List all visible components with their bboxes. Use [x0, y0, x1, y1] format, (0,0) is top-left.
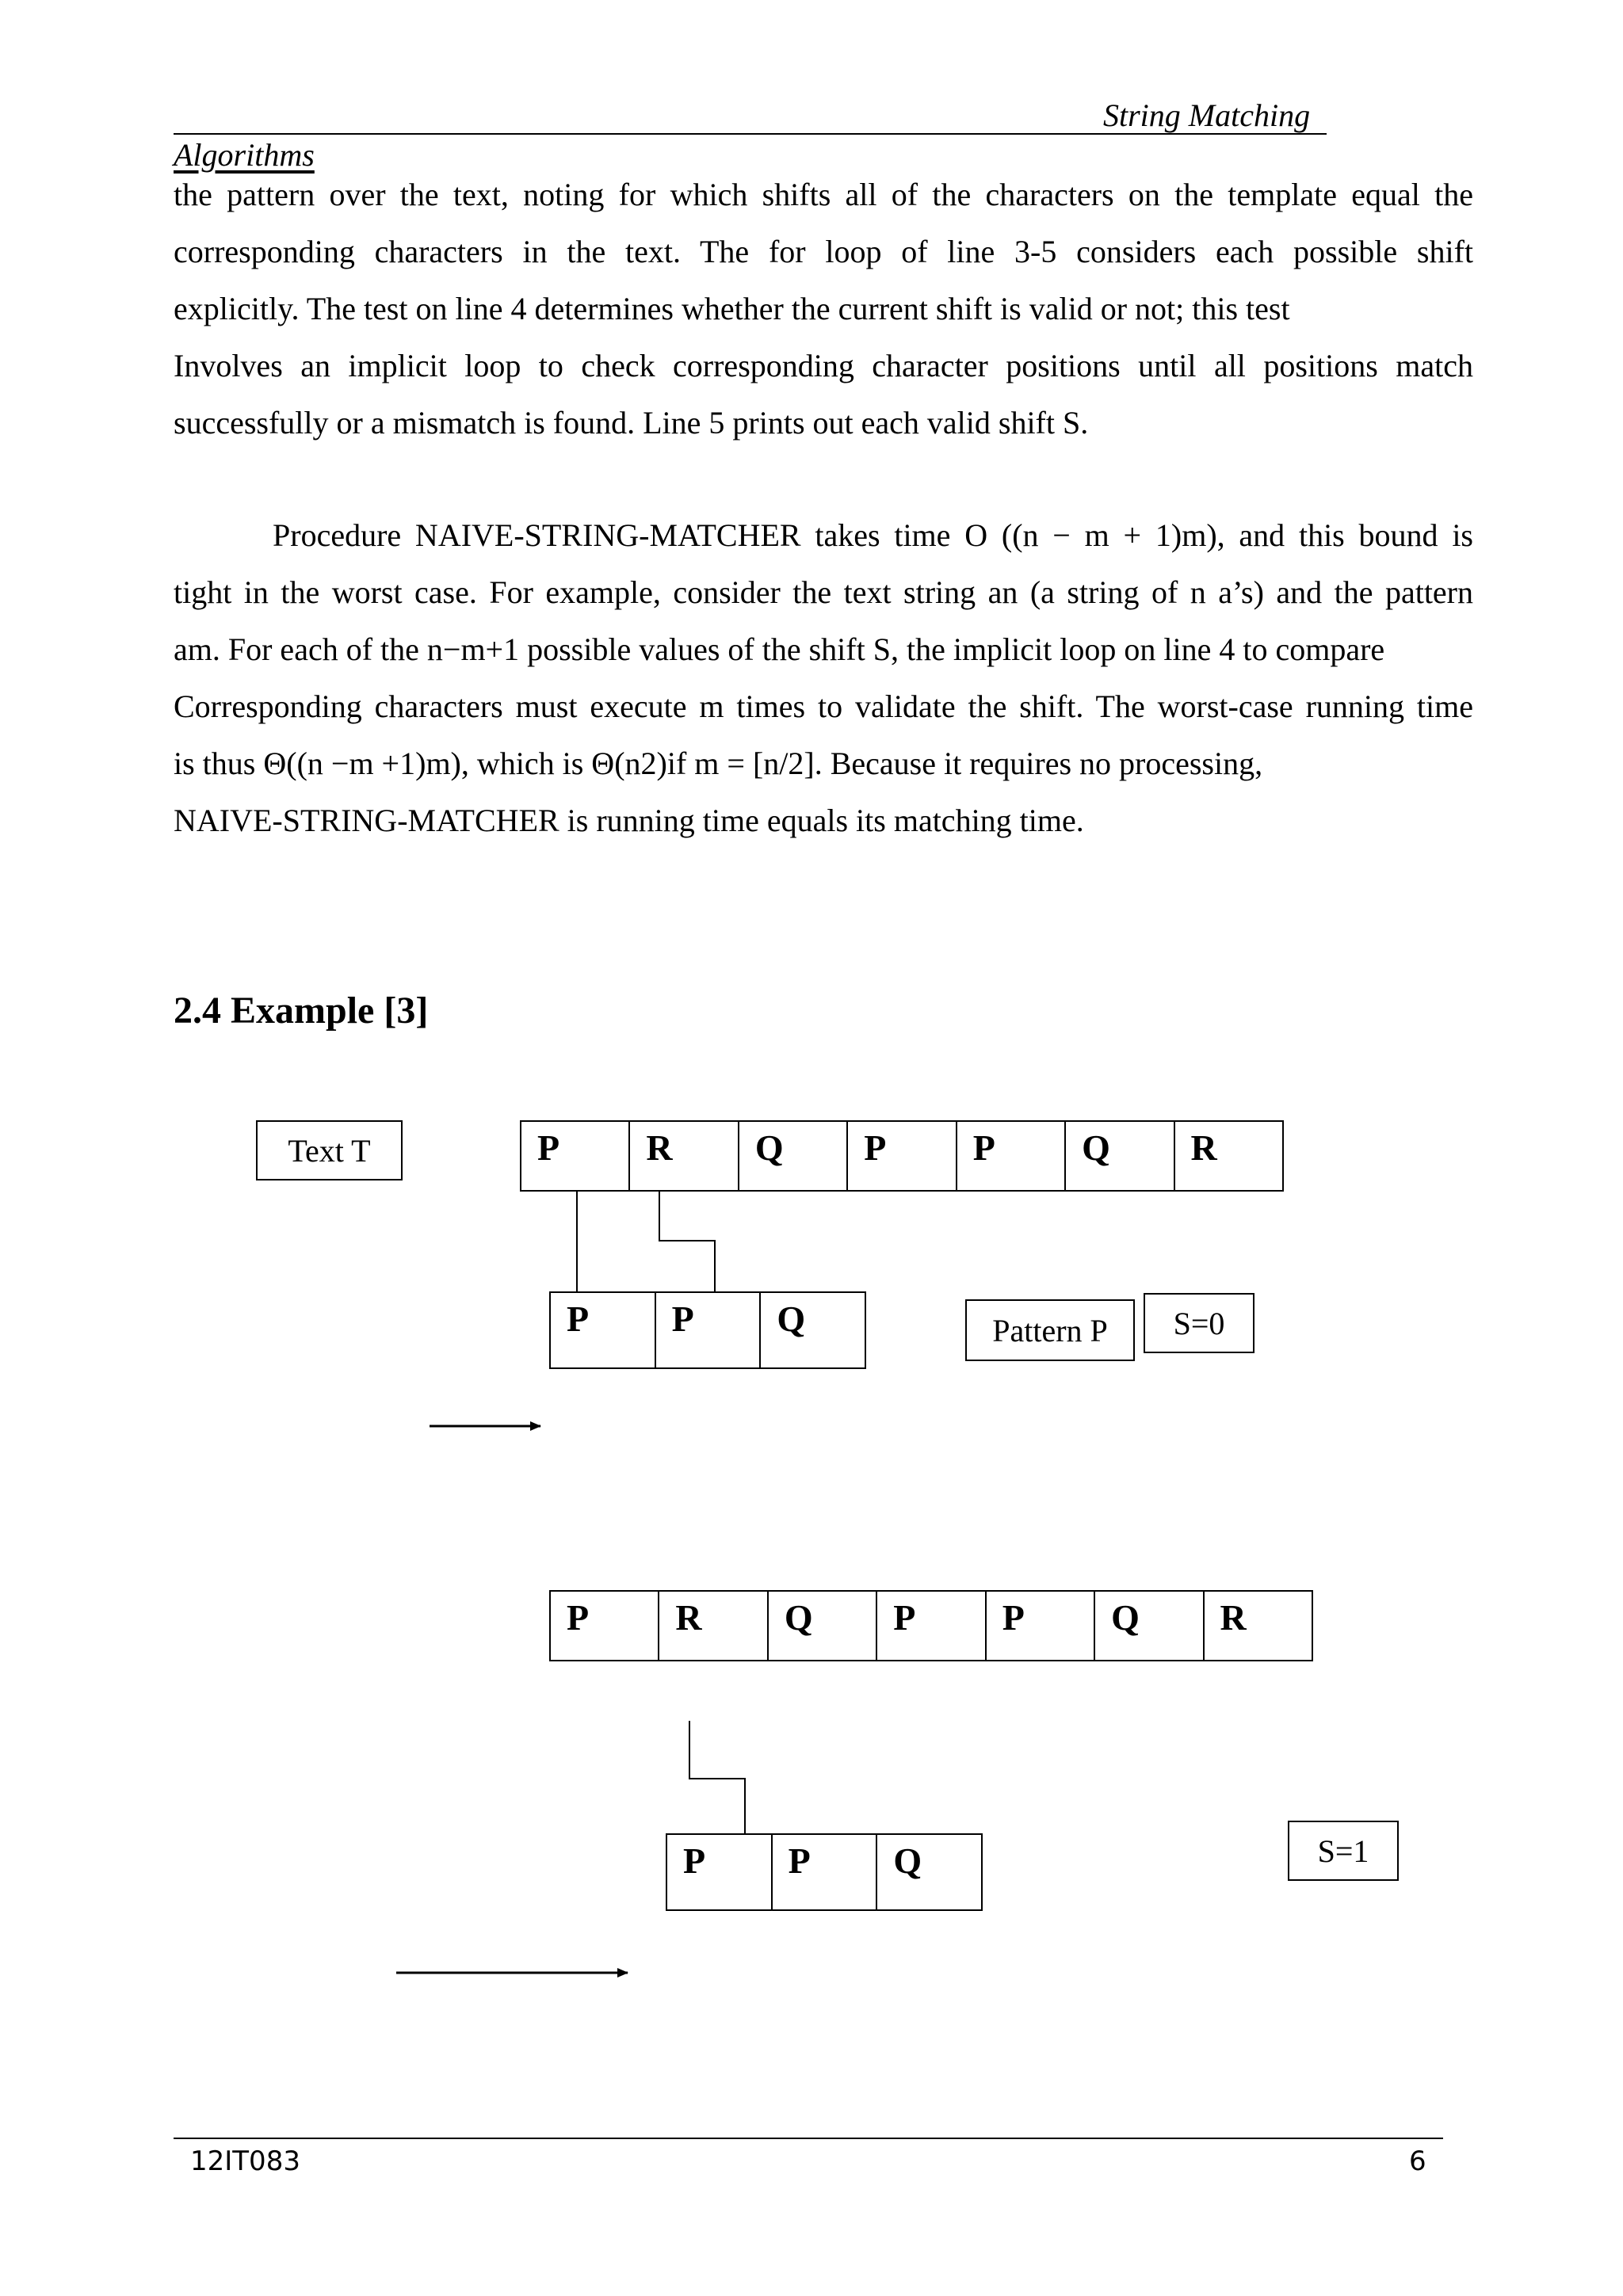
text-cell: Q — [769, 1592, 877, 1660]
text-line: NAIVE-STRING-MATCHER is running time equals its matching time. — [174, 803, 1084, 838]
page-number: 6 — [1409, 2145, 1426, 2177]
paragraph-running-time — [174, 507, 1473, 849]
text-line: successfully or a mismatch is found. Line 5 prints out each valid shift S. — [174, 405, 1089, 441]
text-cell: Q — [1095, 1592, 1204, 1660]
text-cell: P — [521, 1122, 630, 1190]
paragraph-naive-description — [174, 166, 1473, 452]
footer-rule — [174, 2138, 1443, 2139]
text-row-shift0 — [520, 1120, 1284, 1192]
text-t-label: Text T — [256, 1120, 403, 1180]
text-cell: P — [957, 1122, 1066, 1190]
shift1-label: S=1 — [1288, 1821, 1399, 1881]
header-rule — [174, 133, 1327, 135]
pattern-cell: P — [551, 1293, 656, 1367]
text-cell: Q — [1066, 1122, 1174, 1190]
shift0-label: S=0 — [1144, 1293, 1254, 1353]
footer-id: 12IT083 — [190, 2145, 300, 2177]
running-header-title: String Matching — [1103, 97, 1311, 133]
text-cell: R — [659, 1592, 768, 1660]
pattern-cell: P — [656, 1293, 762, 1367]
text-cell: Q — [739, 1122, 848, 1190]
text-line: am. For each of the n−m+1 possible values of the shift S, the implicit loop on line 4 to compare — [174, 631, 1385, 667]
text-line: Corresponding characters must execute m times to validate the shift. The worst-case running time — [174, 688, 1473, 724]
running-header-subtitle: Algorithms — [174, 137, 315, 173]
pattern-cell: Q — [777, 1299, 806, 1339]
text-cell: R — [1220, 1597, 1247, 1638]
pattern-cell: P — [773, 1835, 878, 1909]
pattern-cell: P — [667, 1835, 773, 1909]
pattern-row-shift0 — [549, 1291, 866, 1369]
pattern-p-label: Pattern P — [965, 1299, 1135, 1361]
text-row-shift1 — [549, 1590, 1313, 1661]
connector-line — [659, 1192, 715, 1291]
text-line: Involves an implicit loop to check corresponding character positions until all positions match — [174, 348, 1473, 383]
text-cell: R — [1190, 1127, 1217, 1168]
section-heading: 2.4 Example [3] — [174, 990, 429, 1032]
text-cell: P — [551, 1592, 659, 1660]
text-line: the pattern over the text, noting for which shifts all of the characters on the template equal the — [174, 177, 1473, 212]
text-line: is thus Θ((n −m +1)m), which is Θ(n2)if m = [n/2]. Because it requires no processing, — [174, 746, 1263, 781]
text-cell: P — [877, 1592, 986, 1660]
connector-line — [689, 1721, 745, 1833]
text-cell: R — [630, 1122, 739, 1190]
text-line: corresponding characters in the text. The for loop of line 3-5 considers each possible shift — [174, 234, 1473, 269]
text-line: tight in the worst case. For example, consider the text string an (a string of n a’s) and the pattern — [174, 574, 1473, 610]
pattern-cell: Q — [893, 1840, 922, 1881]
text-cell: P — [987, 1592, 1095, 1660]
text-line: Procedure NAIVE-STRING-MATCHER takes time O ((n − m + 1)m), and this bound is — [273, 517, 1473, 553]
text-line: explicitly. The test on line 4 determines whether the current shift is valid or not; this test — [174, 291, 1290, 326]
text-cell: P — [848, 1122, 957, 1190]
pattern-row-shift1 — [666, 1833, 983, 1911]
